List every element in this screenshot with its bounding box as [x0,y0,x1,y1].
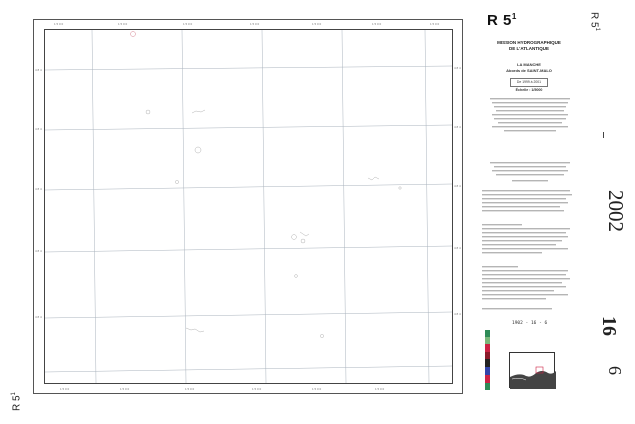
mission-line-2: DE L'ATLANTIQUE [509,46,549,51]
date-stamp: 1902 - 16 - 6 [512,321,548,326]
mission-line-1: MISSION HYDROGRAPHIQUE [497,40,561,45]
tick-label: 4 8 4 [35,249,42,253]
sheet-identifier: R $5^1$ [487,12,517,29]
scale-label: Échelle : 1/5000 [515,88,543,92]
tick-label: 1 5 0 0 [120,387,130,391]
survey-dates: De 1999 à 2001 [510,78,548,87]
tick-label: 1 5 0 0 [375,387,385,391]
tick-label: 1 5 0 0 [250,22,260,26]
color-bar [485,330,490,390]
handwritten-number: 16 [598,316,620,336]
region-line-2: Abords de SAINT-MALO [506,67,552,73]
tick-label: 1 5 0 0 [183,22,193,26]
tick-label: 4 8 4 [35,68,42,72]
tick-label: 4 8 4 [35,187,42,191]
tick-label: 1 5 0 0 [430,22,440,26]
tick-label: 1 5 0 0 [252,387,262,391]
sheet-label-bottom: R $5^1$ [11,392,23,411]
tick-label: 4 8 4 [454,184,461,188]
tick-label: 1 5 0 0 [372,22,382,26]
handwritten-year: 2002 [604,190,628,232]
graticule-lines [45,30,452,383]
handwritten-number-2: 6 [605,366,625,375]
tick-label: 1 5 0 0 [60,387,70,391]
region-title [480,62,578,73]
region-line-1: LA MANCHE [517,62,541,67]
tick-label: 1 5 0 0 [118,22,128,26]
tick-label: 4 8 4 [454,66,461,70]
tick-label: 1 5 0 0 [54,22,64,26]
tick-label: 1 5 0 0 [312,387,322,391]
margin-mark [603,132,604,138]
map-features [131,32,402,338]
locator-inset-map [509,352,555,388]
fine-print-block [482,96,578,326]
tick-label: 1 5 0 0 [185,387,195,391]
coastline-inset [510,353,556,389]
mission-title [480,40,578,52]
tick-label: 4 8 4 [454,246,461,250]
tick-label: 4 8 4 [35,315,42,319]
tick-label: 1 5 0 0 [312,22,322,26]
tick-label: 4 8 4 [454,312,461,316]
tick-label: 4 8 4 [35,127,42,131]
tick-label: 4 8 4 [454,125,461,129]
sheet-label-top: R $5^1$ [588,12,600,31]
